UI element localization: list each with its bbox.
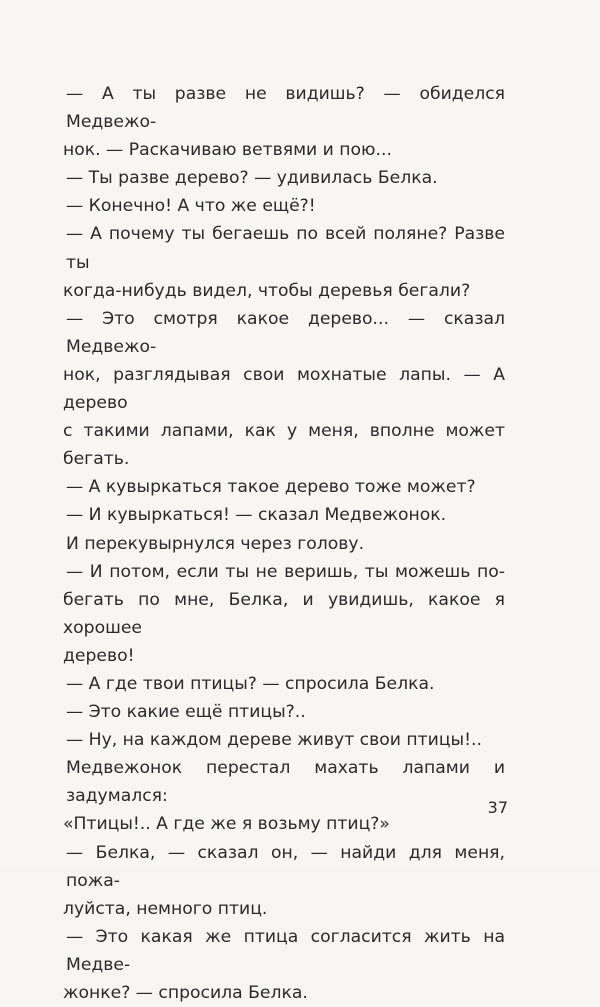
text-line-3: — Ты разве дерево? — удивилась Белка. <box>66 168 438 189</box>
text-line-9: с такими лапами, как у меня, вполне может бегать. <box>63 421 505 470</box>
text-line-22: луйста, немного птиц. <box>63 898 268 919</box>
text-line-10: — А кувыркаться такое дерево тоже может? <box>66 477 476 498</box>
text-line-21: — Белка, — сказал он, — найди для меня, пожа- <box>66 842 505 891</box>
text-line-8: нок, разглядывая свои мохнатые лапы. — А дерево <box>63 364 505 414</box>
text-line-24: жонке? — спросила Белка. <box>63 983 308 1003</box>
text-line-17: — Это какие ещё птицы?.. <box>66 702 306 723</box>
text-line-23: — Это какая же птица согласится жить на Медве- <box>66 926 505 975</box>
page-number: 37 <box>487 798 508 817</box>
text-line-1: — А ты разве не видишь? — обиделся Медвежо- <box>66 84 505 133</box>
text-line-4: — Конечно! А что же ещё?! <box>66 196 316 217</box>
text-line-13: — И потом, если ты не веришь, ты можешь по- <box>66 561 505 582</box>
text-line-2: нок. — Раскачиваю ветвями и пою... <box>63 140 392 161</box>
text-line-18: — Ну, на каждом дереве живут свои птицы!.. <box>66 730 482 751</box>
text-line-12: И перекувырнулся через голову. <box>66 533 365 554</box>
text-line-20: «Птицы!.. А где же я возьму птиц?» <box>63 814 390 835</box>
text-line-16: — А где твои птицы? — спросила Белка. <box>66 673 435 694</box>
text-line-6: когда-нибудь видел, чтобы деревья бегали? <box>63 280 471 301</box>
text-line-15: дерево! <box>63 645 135 666</box>
text-line-19: Медвежонок перестал махать лапами и задумался: <box>66 758 505 807</box>
text-line-5: — А почему ты бегаешь по всей поляне? Разве ты <box>66 224 505 273</box>
text-line-11: — И кувыркаться! — сказал Медвежонок. <box>66 505 447 526</box>
story-text <box>63 80 505 1007</box>
text-line-14: бегать по мне, Белка, и увидишь, какое я хорошее <box>63 589 505 638</box>
text-line-7: — Это смотря какое дерево... — сказал Медвежо- <box>66 308 505 357</box>
